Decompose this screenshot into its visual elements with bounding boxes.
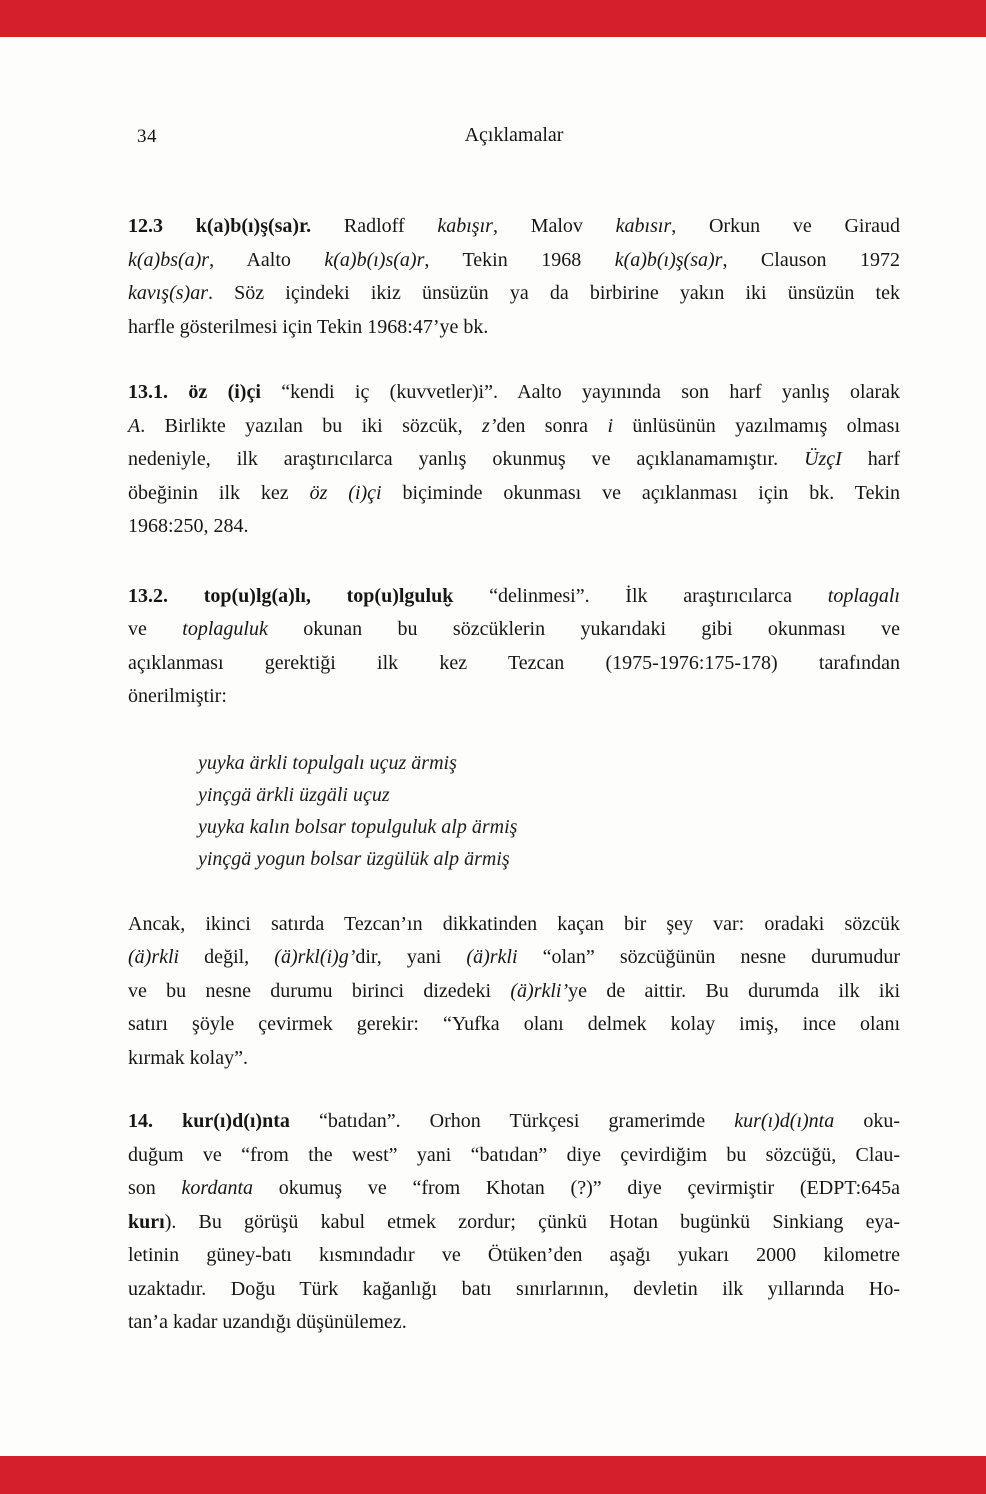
paragraph-13-1 xyxy=(128,376,900,544)
text-line: yuyka ärkli topulgalı uçuz ärmiş xyxy=(198,751,457,774)
text-line: son kordanta okumuş ve “from Khotan (?)” diye çevirmiştir (EDPT:645a xyxy=(128,1177,900,1199)
text-line: 13.2. top(u)lg(a)lı, top(u)lguluk̮ “delinmesi”. İlk araştırıcılarca toplagalı xyxy=(128,584,900,607)
text-line: kavış(s)ar. Söz içindeki ikiz ünsüzün ya da birbirine yakın iki ünsüzün tek xyxy=(128,282,900,304)
text-line: ve bu nesne durumu birinci dizedeki (ä)rkli’ye de aittir. Bu durumda ilk iki xyxy=(128,979,900,1002)
page-header-row xyxy=(128,124,900,154)
page-body xyxy=(128,210,900,1340)
text-line: önerilmiştir: xyxy=(128,685,227,707)
text-line: açıklanması gerektiği ilk kez Tezcan (1975-1976:175-178) tarafından xyxy=(128,651,900,674)
text-line: nedeniyle, ilk araştırıcılarca yanlış okunmuş ve açıklanamamıştır. ÜzçI harf xyxy=(128,448,900,470)
text-line: 1968:250, 284. xyxy=(128,515,249,537)
running-title: Açıklamalar xyxy=(464,124,564,146)
text-line: yuyka kalın bolsar topulguluk alp ärmiş xyxy=(198,815,518,838)
scan-edge-top-band xyxy=(0,0,986,37)
paragraph-commentary-ancak xyxy=(128,908,900,1076)
paragraph-12-3 xyxy=(128,210,900,344)
text-line: kırmak kolay”. xyxy=(128,1046,248,1069)
text-line: harfle gösterilmesi için Tekin 1968:47’ye bk. xyxy=(128,315,489,338)
text-line: ve toplaguluk okunan bu sözcüklerin yukarıdaki gibi okunması ve xyxy=(128,618,900,640)
text-line: k(a)bs(a)r, Aalto k(a)b(ı)s(a)r, Tekin 1968 k(a)b(ı)ş(sa)r, Clauson 1972 xyxy=(128,248,900,271)
text-line: 12.3 k(a)b(ı)ş(sa)r. Radloff kabışır, Malov kabısır, Orkun ve Giraud xyxy=(128,215,901,237)
text-line: 14. kur(ı)d(ı)nta “batıdan”. Orhon Türkçesi gramerimde kur(ı)d(ı)nta oku- xyxy=(128,1110,900,1132)
text-line: duğum ve “from the west” yani “batıdan” diye çevirdiğim bu sözcüğü, Clau- xyxy=(128,1143,900,1166)
text-line: kurı). Bu görüşü kabul etmek zordur; çünkü Hotan bugünkü Sinkiang eya- xyxy=(128,1210,900,1233)
verse-quotation-block xyxy=(198,747,900,875)
text-line: 13.1. öz (i)çi “kendi iç (kuvvetler)i”. Aalto yayınında son harf yanlış olarak xyxy=(128,381,900,403)
paragraph-14 xyxy=(128,1105,900,1340)
text-line: yinçgä ärkli üzgäli uçuz xyxy=(198,783,390,806)
text-line: (ä)rkli değil, (ä)rkl(i)g’dir, yani (ä)rkli “olan” sözcüğünün nesne durumudur xyxy=(128,946,901,968)
text-line: A. Birlikte yazılan bu iki sözcük, z’den sonra i ünlüsünün yazılmamış olması xyxy=(128,414,901,437)
text-line: Ancak, ikinci satırda Tezcan’ın dikkatinden kaçan bir şey var: oradaki sözcük xyxy=(128,912,900,935)
scan-edge-bottom-band xyxy=(0,1456,986,1494)
text-line: yinçgä yogun bolsar üzgülük alp ärmiş xyxy=(198,847,510,870)
text-line: uzaktadır. Doğu Türk kağanlığı batı sınırlarının, devletin ilk yıllarında Ho- xyxy=(128,1277,900,1300)
text-line: tan’a kadar uzandığı düşünülemez. xyxy=(128,1311,407,1333)
text-line: letinin güney-batı kısmındadır ve Ötüken’den aşağı yukarı 2000 kilometre xyxy=(128,1244,900,1266)
text-line: öbeğinin ilk kez öz (i)çi biçiminde okunması ve açıklanması için bk. Tekin xyxy=(128,481,901,504)
paragraph-13-2 xyxy=(128,580,900,714)
text-line: satırı şöyle çevirmek gerekir: “Yufka olanı delmek kolay imiş, ince olanı xyxy=(128,1013,900,1035)
page-number: 34 xyxy=(137,126,157,147)
